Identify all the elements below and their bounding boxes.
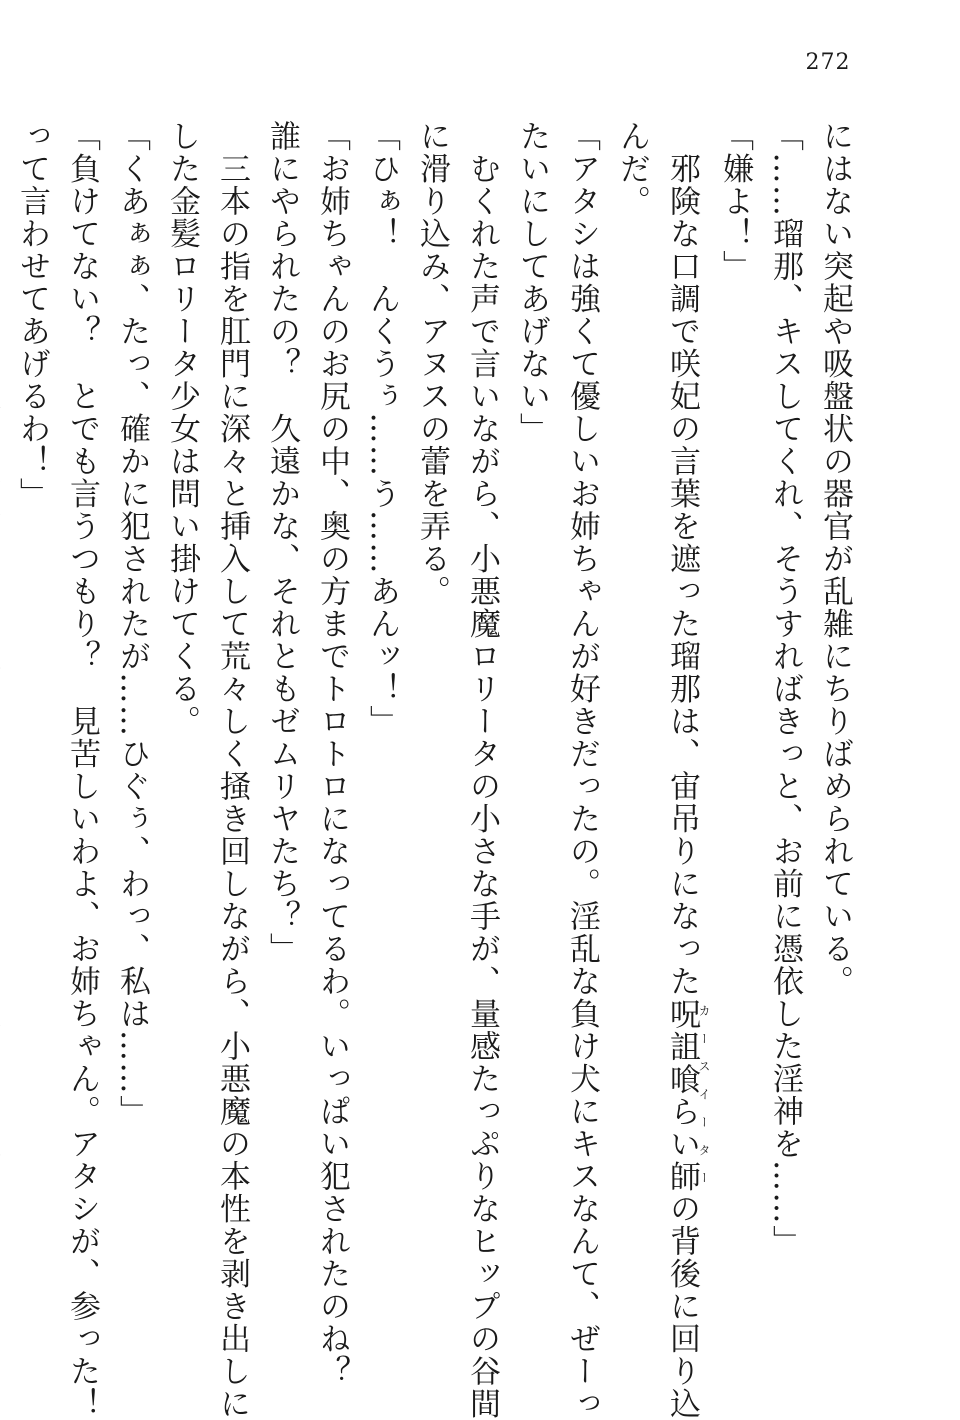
text-line-1: にはない突起や吸盤状の器官が乱雑にちりばめられている。 — [817, 120, 853, 998]
novel-text-block — [0, 120, 860, 1420]
text-line-6: 「アタシは強くて優しいお姉ちゃんが好きだったの。淫乱な負け犬にキスなんて、ぜーっ — [564, 120, 600, 1420]
text-line-15: 「くあぁぁ、たっ、確かに犯されたが……ひぐぅ、わっ、私は……」 — [114, 120, 150, 1128]
text-line-3: 「嫌よ！」 — [717, 120, 753, 283]
text-line-2: 「……瑠那、キスしてくれ、そうすればきっと、お前に憑依した淫神を……」 — [767, 120, 803, 1258]
ruby-reading: カースイーター — [697, 997, 711, 1193]
page-number: 272 — [805, 50, 851, 75]
text-line-16: 「負けてない？ とでも言うつもり？ 見苦しいわよ、お姉ちゃん。アタシが、参った！ — [64, 120, 100, 1420]
text-line-12: 誰にやられたの？ 久遠かな、それともゼムリヤたち？」 — [264, 120, 300, 965]
text-line-14: した金髪ロリータ少女は問い掛けてくる。 — [164, 120, 200, 738]
ruby-annotation: 呪詛喰らい師カースイーター — [664, 997, 711, 1193]
text-line-11: 「お姉ちゃんのお尻の中、奥の方までトロトロになってるわ。いっぱい犯されたのね？ — [314, 120, 350, 1388]
text-line-13: 三本の指を肛門に深々と挿入して荒々しく掻き回しながら、小悪魔の本性を剥き出しに — [214, 120, 250, 1420]
text-line-18 — [0, 120, 7, 1250]
text-line-17: って言わせてあげるわ！」 — [14, 120, 50, 510]
text-line-10: 「ひぁ！ んくうぅ……う……あんッ！」 — [364, 120, 400, 738]
text-line-4: 邪険な口調で咲妃の言葉を遮った瑠那は、宙吊りになった呪詛喰らい師カースイーターの背後に回り込 — [664, 120, 711, 1420]
text-line-7: たいにしてあげない」 — [514, 120, 550, 445]
text-line-9: に滑り込み、アヌスの蕾を弄る。 — [414, 120, 450, 608]
text-line-8: むくれた声で言いながら、小悪魔ロリータの小さな手が、量感たっぷりなヒップの谷間 — [464, 120, 500, 1420]
text-line-5: んだ。 — [614, 120, 650, 218]
